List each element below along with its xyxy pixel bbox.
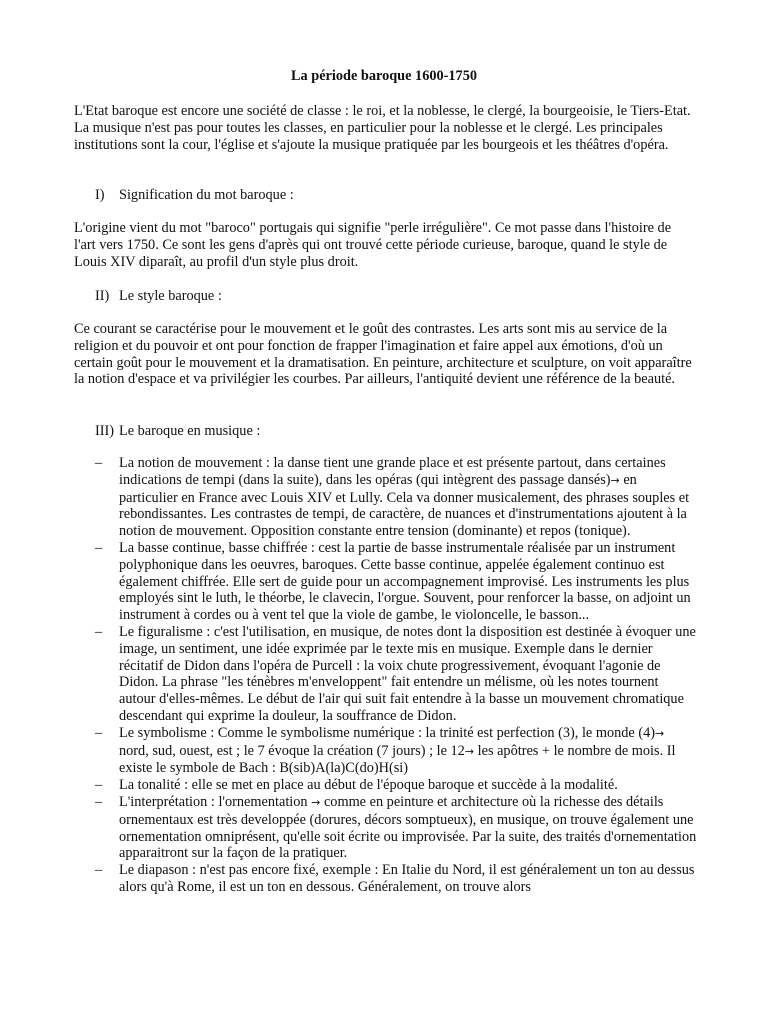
list-item xyxy=(0,862,697,896)
section-heading-2 xyxy=(95,288,222,305)
arrow-icon: → xyxy=(655,726,665,740)
bullet-text: La basse continue, basse chiffrée : cest la partie de basse instrumentale réalisée par un instrument polyphonique dans les oeuvres, baroques. Cette basse continue, appelée également continuo est également chiffrée. Elle sert de guide pour un accompagnement improvisé. Les instruments les plus employés sint le luth, le théorbe, le clavecin, l'orgue. Souvent, pour renforcer la basse, on adjoint un instrument à cordes ou à vent tel que la viole de gambe, le violoncelle, le basson... xyxy=(119,539,691,624)
bullet-dash: – xyxy=(95,724,103,741)
bullet-text: Le symbolisme : Comme le symbolisme numérique : la trinité est perfection (3), le monde (4) xyxy=(119,724,656,741)
bullet-dash: – xyxy=(95,777,103,794)
bullet-text: Le diapason : n'est pas encore fixé, exemple : En Italie du Nord, il est généralement un ton au dessus alors qu'à Rome, il est un ton en dessous. Généralement, on trouve alors xyxy=(119,862,695,895)
bullet-text: comme en peinture et architecture où la richesse des détails ornementaux est très developpée (dorures, décors somptueux), en musique, on trouve également une ornementation omniprésent, qu'elle soit écrite ou improvisée. Par la suite, des traités d'ornementation apparaitront sur la façon de la pratiquer. xyxy=(119,793,697,862)
section-heading-text: Signification du mot baroque : xyxy=(119,187,294,203)
list-item xyxy=(0,455,697,540)
list-item xyxy=(0,624,697,725)
bullet-text: La tonalité : elle se met en place au début de l'époque baroque et succède à la modalité. xyxy=(119,777,618,794)
bullet-dash: – xyxy=(95,793,103,810)
bullet-dash: – xyxy=(95,539,103,556)
document-title: La période baroque 1600-1750 xyxy=(291,68,477,84)
arrow-icon: → xyxy=(464,744,475,758)
arrow-icon: → xyxy=(610,473,620,487)
intro-paragraph: L'Etat baroque est encore une société de classe : le roi, et la noblesse, le clergé, la bourgeoisie, le Tiers-Etat. La musique n'est pas pour toutes les classes, en particulier pour la noblesse et le clergé. Les principales institutions sont la cour, l'église et s'ajoute la musique pratiquée par les bourgeois et les théâtres d'opéra. xyxy=(74,103,691,153)
arrow-icon: → xyxy=(311,795,321,809)
bullet-list xyxy=(0,455,768,896)
section-heading-1 xyxy=(95,187,294,204)
bullet-text: Le figuralisme : c'est l'utilisation, en musique, de notes dont la disposition est destinée à évoquer une image, un sentiment, une idée exprimée par le texte mis en musique. Exemple dans le dernier récitatif de Didon dans l'opéra de Purcell : la voix chute progressivement, évoquant l'agonie de Didon. La phrase "les ténèbres m'enveloppent" fait entendre un mélisme, où les notes tournent autour d'elles-mêmes. Le début de l'air qui suit fait entendre à la basse un mouvement chromatique descendant qui exprime la douleur, la souffrance de Didon. xyxy=(119,623,696,724)
section-number: II) xyxy=(95,288,110,304)
section-paragraph-1: L'origine vient du mot "baroco" portugais qui signifie "perle irrégulière". Ce mot passe dans l'histoire de l'art vers 1750. Ce sont les gens d'après qui ont trouvé cette période curieuse, baroque, quand le style de Louis XIV diparaît, au profil d'un style plus droit. xyxy=(74,220,672,270)
bullet-text: nord, sud, ouest, est ; le 7 évoque la création (7 jours) ; le 12 xyxy=(119,742,465,759)
bullet-text: en particulier en France avec Louis XIV et Lully. Cela va donner musicalement, des phrases souples et rebondissantes. Les contrastes de tempi, de caractère, de nuances et d'instrumentations ajoutent à la notion de mouvement. Opposition constante entre tension (dominante) et repos (tonique). xyxy=(119,471,690,540)
section-heading-3 xyxy=(95,423,260,440)
section-number: III) xyxy=(95,423,115,439)
bullet-text: La notion de mouvement : la danse tient une grande place et est présente partout, dans certaines indications de tempi (dans la suite), dans les opéras (qui intègrent des passage dansés) xyxy=(119,455,666,488)
section-number: I) xyxy=(95,187,105,203)
list-item xyxy=(0,540,697,624)
bullet-dash: – xyxy=(95,455,103,471)
list-item xyxy=(0,777,697,794)
section-paragraph-2: Ce courant se caractérise pour le mouvement et le goût des contrastes. Les arts sont mis au service de la religion et du pouvoir et ont pour fonction de frapper l'imagination et faire appel aux émotions, d'où un certain goût pour le mouvement et la dramatisation. En peinture, architecture et sculpture, on voit apparaître la notion d'espace et va privilégier les courbes. Par ailleurs, l'antiquité devient une référence de la beauté. xyxy=(74,321,692,388)
list-item xyxy=(0,794,697,862)
bullet-text: L'interprétation : l'ornementation xyxy=(119,793,312,810)
bullet-text: les apôtres + le nombre de mois. Il existe le symbole de Bach : B(sib)A(la)C(do)H(si) xyxy=(119,742,676,777)
section-heading-text: Le baroque en musique : xyxy=(119,423,261,439)
section-heading-text: Le style baroque : xyxy=(119,288,222,304)
bullet-dash: – xyxy=(95,862,103,879)
bullet-dash: – xyxy=(95,623,103,640)
list-item xyxy=(0,725,697,777)
